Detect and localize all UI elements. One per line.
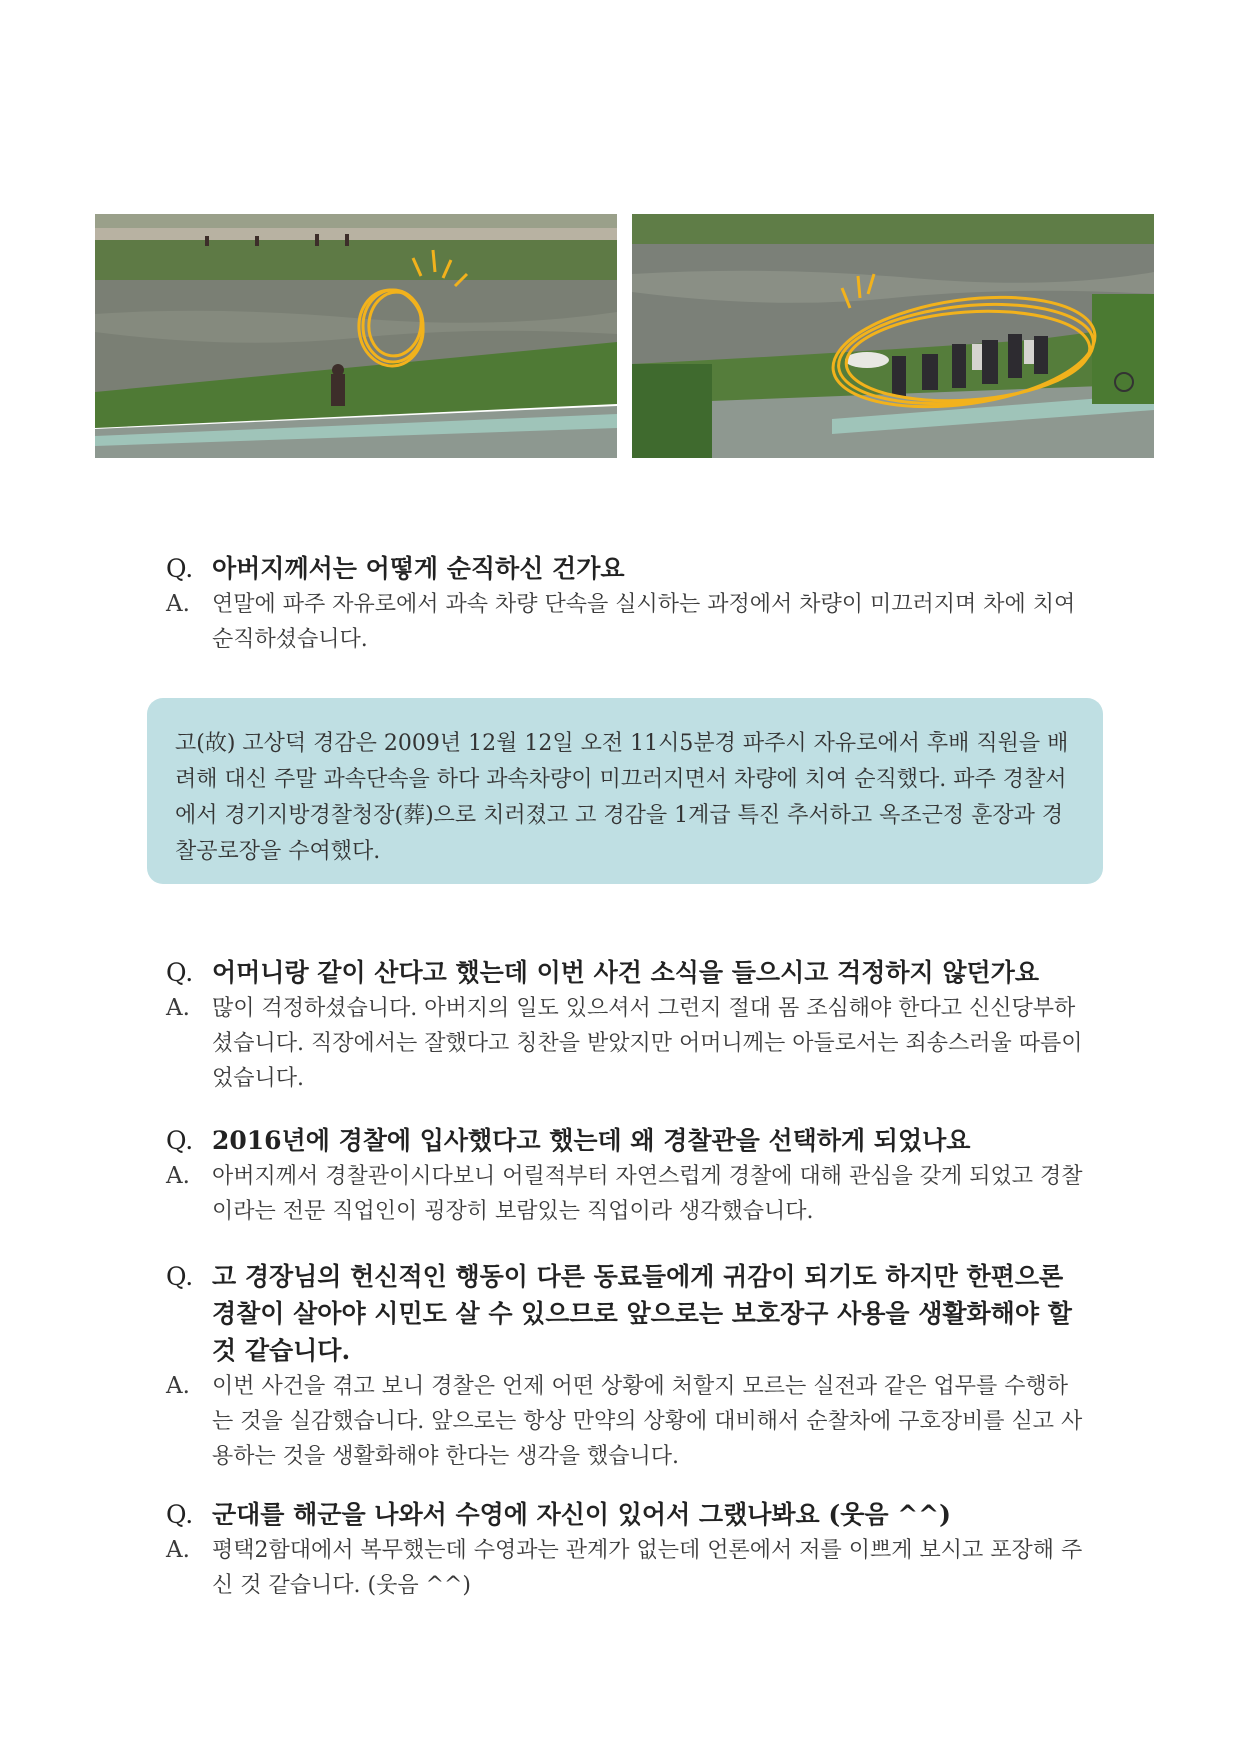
answer-1 — [166, 587, 1086, 657]
qa-block-5 — [166, 1496, 1086, 1603]
answer-4 — [166, 1369, 1086, 1474]
qa-block-1 — [166, 550, 1086, 657]
photo-crowd-riverbank — [632, 214, 1154, 458]
qa-block-2 — [166, 954, 1086, 1096]
q-mark: Q. — [166, 958, 194, 987]
answer-text: 아버지께서 경찰관이시다보니 어릴적부터 자연스럽게 경찰에 대해 관심을 갖게 되었고 경찰이라는 전문 직업인이 굉장히 보람있는 직업이라 생각했습니다. — [212, 1164, 1083, 1224]
qa-block-4 — [166, 1258, 1086, 1474]
question-2 — [166, 954, 1086, 991]
a-mark: A. — [166, 1373, 190, 1399]
photo-river-rescue — [95, 214, 617, 458]
question-text: 고 경장님의 헌신적인 행동이 다른 동료들에게 귀감이 되기도 하지만 한편으론 경찰이 살아야 시민도 살 수 있으므로 앞으로는 보호장구 사용을 생활화해야 할 것 같습니다. — [212, 1262, 1072, 1365]
answer-text: 평택2함대에서 복무했는데 수영과는 관계가 없는데 언론에서 저를 이쁘게 보시고 포장해 주신 것 같습니다. (웃음 ^^) — [212, 1538, 1083, 1598]
a-mark: A. — [166, 1163, 190, 1189]
question-text: 아버지께서는 어떻게 순직하신 건가요 — [212, 554, 625, 583]
question-5 — [166, 1496, 1086, 1533]
question-1 — [166, 550, 1086, 587]
q-mark: Q. — [166, 1126, 194, 1155]
river-rescue-image — [95, 214, 617, 458]
answer-5 — [166, 1533, 1086, 1603]
a-mark: A. — [166, 995, 190, 1021]
info-box-text: 고(故) 고상덕 경감은 2009년 12월 12일 오전 11시5분경 파주시 자유로에서 후배 직원을 배려해 대신 주말 과속단속을 하다 과속차량이 미끄러지면서 차량에 치여 순직했다. 파주 경찰서에서 경기지방경찰청장(葬)으로 치러졌고 고 경감을 1계급 특진 추서하고 옥조근정 훈장과 경찰공로장을 수여했다. — [175, 731, 1069, 864]
q-mark: Q. — [166, 1500, 194, 1529]
a-mark: A. — [166, 1537, 190, 1563]
question-text: 군대를 해군을 나와서 수영에 자신이 있어서 그랬나봐요 (웃음 ^^) — [212, 1500, 951, 1529]
a-mark: A. — [166, 591, 190, 617]
crowd-riverbank-image — [632, 214, 1154, 458]
question-text: 2016년에 경찰에 입사했다고 했는데 왜 경찰관을 선택하게 되었나요 — [212, 1126, 971, 1155]
q-mark: Q. — [166, 1262, 194, 1291]
qa-block-3 — [166, 1122, 1086, 1229]
question-3 — [166, 1122, 1086, 1159]
question-text: 어머니랑 같이 산다고 했는데 이번 사건 소식을 들으시고 걱정하지 않던가요 — [212, 958, 1039, 987]
answer-2 — [166, 991, 1086, 1096]
answer-text: 연말에 파주 자유로에서 과속 차량 단속을 실시하는 과정에서 차량이 미끄러지며 차에 치여 순직하셨습니다. — [212, 592, 1076, 652]
info-box — [147, 698, 1103, 884]
answer-text: 많이 걱정하셨습니다. 아버지의 일도 있으셔서 그런지 절대 몸 조심해야 한다고 신신당부하셨습니다. 직장에서는 잘했다고 칭찬을 받았지만 어머니께는 아들로서는 죄송스러울 따름이었습니다. — [212, 996, 1083, 1091]
q-mark: Q. — [166, 554, 194, 583]
answer-text: 이번 사건을 겪고 보니 경찰은 언제 어떤 상황에 처할지 모르는 실전과 같은 업무를 수행하는 것을 실감했습니다. 앞으로는 항상 만약의 상황에 대비해서 순찰차에 구호장비를 싣고 사용하는 것을 생활화해야 한다는 생각을 했습니다. — [212, 1374, 1083, 1469]
question-4 — [166, 1258, 1086, 1369]
answer-3 — [166, 1159, 1086, 1229]
